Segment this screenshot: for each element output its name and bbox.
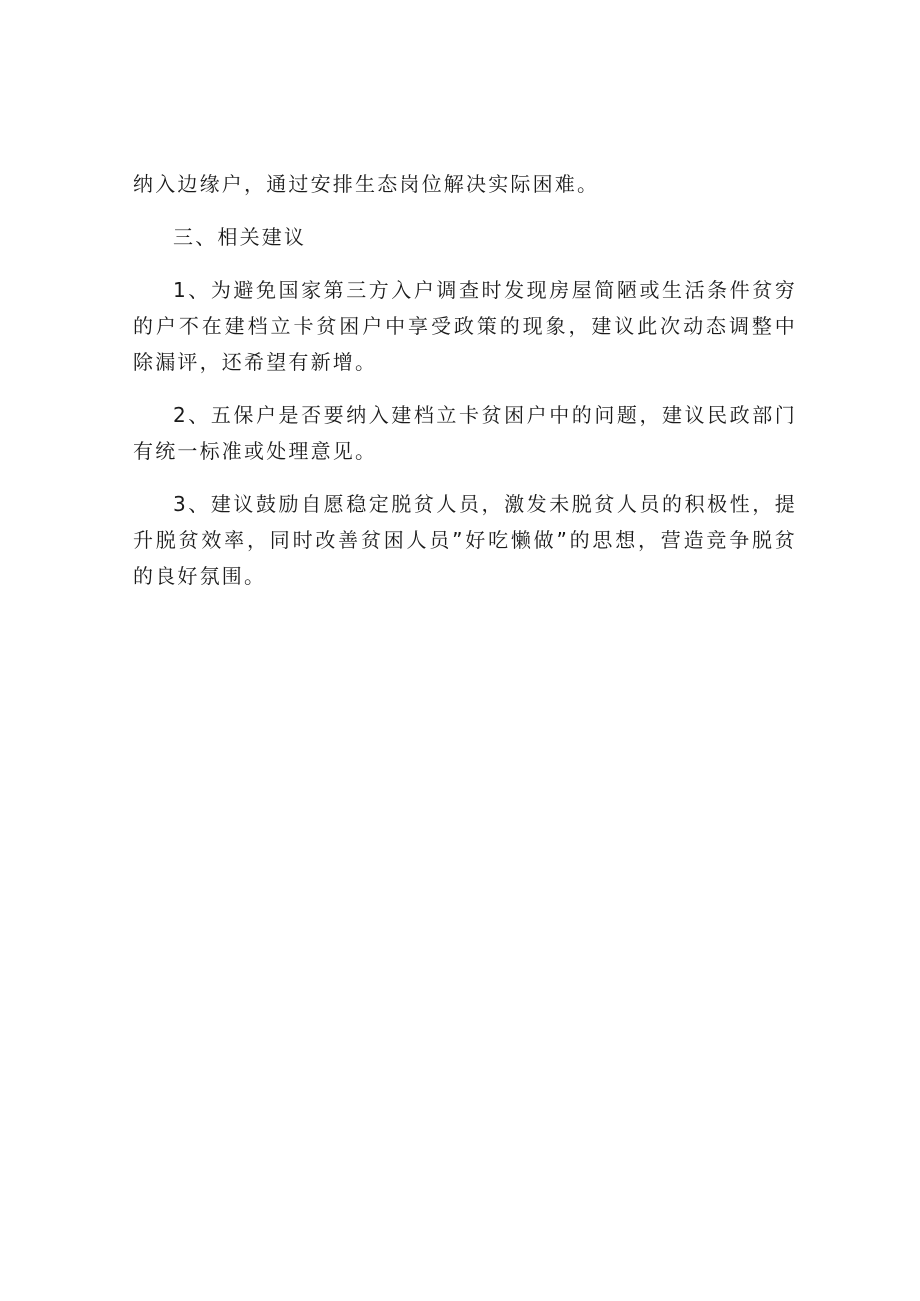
suggestion-1: 1、为避免国家第三方入户调查时发现房屋简陋或生活条件贫穷的户不在建档立卡贫困户中享受政策的现象，建议此次动态调整中除漏评，还希望有新增。	[133, 278, 797, 374]
paragraph-continuation: 纳入边缘户，通过安排生态岗位解决实际困难。	[133, 172, 600, 196]
suggestion-3: 3、建议鼓励自愿稳定脱贫人员，激发未脱贫人员的积极性，提升脱贫效率，同时改善贫困人员”好吃懒做”的思想，营造竞争脱贫的良好氛围。	[133, 492, 797, 588]
section-heading: 三、相关建议	[173, 225, 307, 249]
suggestion-2: 2、五保户是否要纳入建档立卡贫困户中的问题，建议民政部门有统一标准或处理意见。	[133, 403, 797, 463]
document-body	[133, 166, 797, 611]
